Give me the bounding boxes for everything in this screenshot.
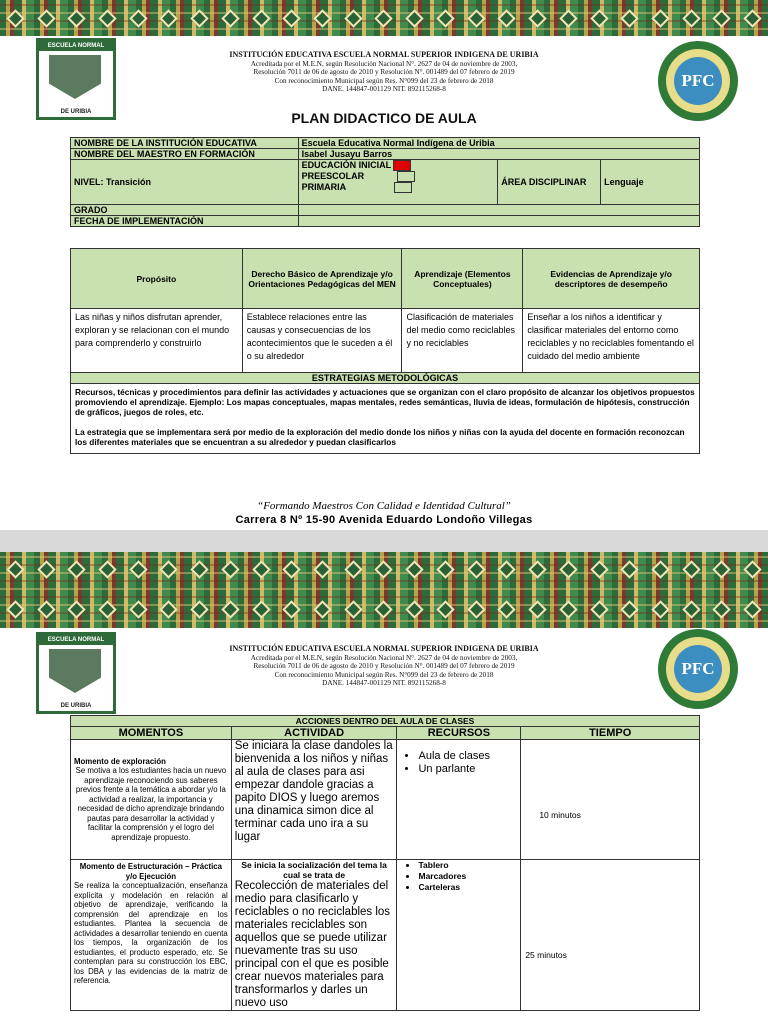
header-aprendizaje: Aprendizaje (Elementos Conceptuales) xyxy=(402,249,523,309)
cell-evidencias: Enseñar a los niños a identificar y clasificar materiales del entorno como reciclables y no reciclables fomentando el cuidado del medio ambiente xyxy=(523,309,700,373)
moment-text: Se realiza la conceptualización, enseñanza explícita y modelación en relación al objetivo de aprendizaje, verificando la comprensión del aprendizaje en los estudiantes. Plantea la secuencia de actividades a desarrollar teniendo en cuenta los tiempos, la organización de los estudiantes, el producto esperado, etc. Se contemplan para su construcción los EBC, los DBA y las evidencias de la matriz de referencia. xyxy=(74,881,228,985)
level-option-inicial: EDUCACIÓN INICIAL xyxy=(301,160,392,170)
checkbox-checked[interactable] xyxy=(393,160,411,171)
time-cell: 10 minutos xyxy=(521,740,700,860)
resource-item: • Un parlante xyxy=(418,763,517,776)
school-logo-left xyxy=(36,632,116,714)
pfc-logo xyxy=(658,41,738,121)
level-option-primaria: PRIMARIA xyxy=(301,182,347,193)
strategies-paragraph-2: La estrategia que se implementara será por medio de la exploración del medio donde los niños y niñas con la ayuda del docente en formación reconozcan los diferentes materiales que se encuentran a su alrededor y puedan clasificarlos xyxy=(75,427,685,447)
time-cell: 25 minutos xyxy=(521,860,700,1011)
teacher-label: NOMBRE DEL MAESTRO EN FORMACIÓN xyxy=(71,149,299,160)
cell-aprendizaje: Clasificación de materiales del medio como reciclables y no reciclables xyxy=(402,309,523,373)
institution-header xyxy=(150,51,618,94)
grade-label: GRADO xyxy=(71,205,299,216)
header-evidencias: Evidencias de Aprendizaje y/o descriptores de desempeño xyxy=(523,249,700,309)
pfc-logo-text: PFC xyxy=(674,645,722,693)
moment-exploracion xyxy=(71,740,232,860)
level-label: NIVEL: Transición xyxy=(71,160,299,205)
moment-estructuracion xyxy=(71,860,232,1011)
resource-item: • Tablero xyxy=(418,860,517,871)
institution-value: Escuela Educativa Normal Indígena de Uribia xyxy=(298,138,699,149)
header-dba-line1: Derecho Básico de Aprendizaje y/o xyxy=(251,268,393,279)
pfc-logo-text: PFC xyxy=(674,57,722,105)
accreditation-line-3: Con reconocimiento Municipal según Res. N°099 del 23 de febrero de 2018 xyxy=(274,670,494,679)
actions-title: ACCIONES DENTRO DEL AULA DE CLASES xyxy=(71,716,700,727)
dane-line: DANE. 144847-001129 NIT. 892115268-8 xyxy=(322,679,446,688)
header-tiempo: TIEMPO xyxy=(521,727,700,740)
institution-name: INSTITUCIÓN EDUCATIVA ESCUELA NORMAL SUPERIOR INDIGENA DE URIBIA xyxy=(229,644,539,653)
resources-cell xyxy=(397,740,521,860)
info-table xyxy=(70,137,700,227)
header-momentos: MOMENTOS xyxy=(71,727,232,740)
footer-address: Carrera 8 Nº 15-90 Avenida Eduardo Londoño Villegas xyxy=(235,514,533,526)
logo-top-text: ESCUELA NORMAL xyxy=(47,43,105,49)
activity-cell: Se iniciara la clase dandoles la bienvenida a los niños y niñas al aula de clases para asi empezar dandole gracias a papito DIOS y luego aremos una dinamica simon dice al terminar cada uno ira a su lugar xyxy=(231,740,397,860)
header-actividad: ACTIVIDAD xyxy=(231,727,397,740)
strategies-body xyxy=(71,384,700,454)
level-options xyxy=(298,160,498,205)
institution-name: INSTITUCIÓN EDUCATIVA ESCUELA NORMAL SUPERIOR INDIGENA DE URIBIA xyxy=(229,50,539,59)
accreditation-line-1: Acreditada por el M.E.N, según Resolución Nacional N°. 2627 de 04 de noviembre de 2003, xyxy=(250,653,518,662)
logo-top-text: ESCUELA NORMAL xyxy=(47,637,105,643)
accreditation-line-2: Resolución 7011 de 06 de agosto de 2010 y Resolución N°. 001489 del 07 febrero de 2019 xyxy=(253,662,515,671)
decorative-diamonds xyxy=(0,562,768,576)
page-title: PLAN DIDACTICO DE AULA xyxy=(291,110,477,126)
resource-item: • Carteleras xyxy=(418,882,517,893)
moment-text: Se motiva a los estudiantes hacia un nuevo aprendizaje reconociendo sus saberes previos frente a la temática a abordar y/o la actividad a realizar, la importancia y necesidad de dicho aprendizaje brindando pautas para desarrollar la actividad y facilitar la comprensión y el logro del aprendizaje propuesto. xyxy=(75,766,227,842)
area-label: ÁREA DISCIPLINAR xyxy=(498,160,601,205)
resource-item: • Aula de clases xyxy=(418,750,517,763)
decorative-diamonds xyxy=(0,602,768,616)
date-label: FECHA DE IMPLEMENTACIÓN xyxy=(71,216,299,227)
logo-bottom-text: DE URIBIA xyxy=(60,109,92,115)
activity-text: Recolección de materiales del medio para clasificarlo y reciclables o no reciclables los materiales reciclables son aquellos que se puede utilizar nuevamente tras su uso principal con el que es posible crear nuevos materiales para transformarlos y darles un nuevo uso xyxy=(234,880,391,1009)
checkbox[interactable] xyxy=(397,171,415,182)
plan-table xyxy=(70,248,700,454)
actions-table xyxy=(70,715,700,1011)
activity-intro: Se inicia la socialización del tema la cual se trata de xyxy=(241,860,387,880)
resources-cell xyxy=(397,860,521,1011)
cell-proposito: Las niñas y niños disfrutan aprender, exploran y se relacionan con el mundo para comprenderlo y construirlo xyxy=(71,309,243,373)
strategies-paragraph-1: Recursos, técnicas y procedimientos para definir las actividades y actuaciones que se organizan con el claro propósito de alcanzar los objetivos propuestos promoviendo el aprendizaje. Ejemplo: Los mapas conceptuales, mapas mentales, redes semánticas, lluvia de ideas, formulación de hipótesis, construcción de gráficos, juegos de roles, etc. xyxy=(75,387,695,417)
footer-quote: “Formando Maestros Con Calidad e Identidad Cultural” xyxy=(257,500,511,512)
institution-label: NOMBRE DE LA INSTITUCIÓN EDUCATIVA xyxy=(71,138,299,149)
school-logo-left xyxy=(36,38,116,120)
dane-line: DANE. 144847-001129 NIT. 892115268-8 xyxy=(322,85,446,94)
logo-bottom-text: DE URIBIA xyxy=(60,703,92,709)
institution-header xyxy=(150,645,618,688)
decorative-diamonds xyxy=(0,11,768,25)
header-recursos: RECURSOS xyxy=(397,727,521,740)
shield-icon xyxy=(49,649,101,693)
accreditation-line-1: Acreditada por el M.E.N, según Resolución Nacional N°. 2627 de 04 de noviembre de 2003, xyxy=(250,59,518,68)
date-value xyxy=(298,216,699,227)
accreditation-line-2: Resolución 7011 de 06 de agosto de 2010 y Resolución N°. 001489 del 07 febrero de 2019 xyxy=(253,68,515,77)
header-proposito: Propósito xyxy=(71,249,243,309)
teacher-value: Isabel Jusayu Barros xyxy=(298,149,699,160)
cell-dba: Establece relaciones entre las causas y consecuencias de los acontecimientos que le suceden a él o su alrededor xyxy=(242,309,402,373)
shield-icon xyxy=(49,55,101,99)
resource-item: • Marcadores xyxy=(418,871,517,882)
grade-value xyxy=(298,205,699,216)
moment-title: Momento de Estructuración – Práctica y/o Ejecución xyxy=(79,862,222,881)
header-dba-line2: Orientaciones Pedagógicas del MEN xyxy=(248,278,396,289)
strategies-title: ESTRATEGIAS METODOLÓGICAS xyxy=(71,373,700,384)
activity-cell xyxy=(231,860,397,1011)
header-dba xyxy=(242,249,402,309)
accreditation-line-3: Con reconocimiento Municipal según Res. N°099 del 23 de febrero de 2018 xyxy=(274,76,494,85)
moment-title: Momento de exploración xyxy=(74,756,166,766)
level-option-preescolar: PREESCOLAR xyxy=(301,171,365,182)
area-value: Lenguaje xyxy=(601,160,700,205)
checkbox[interactable] xyxy=(394,182,412,193)
pfc-logo xyxy=(658,629,738,709)
